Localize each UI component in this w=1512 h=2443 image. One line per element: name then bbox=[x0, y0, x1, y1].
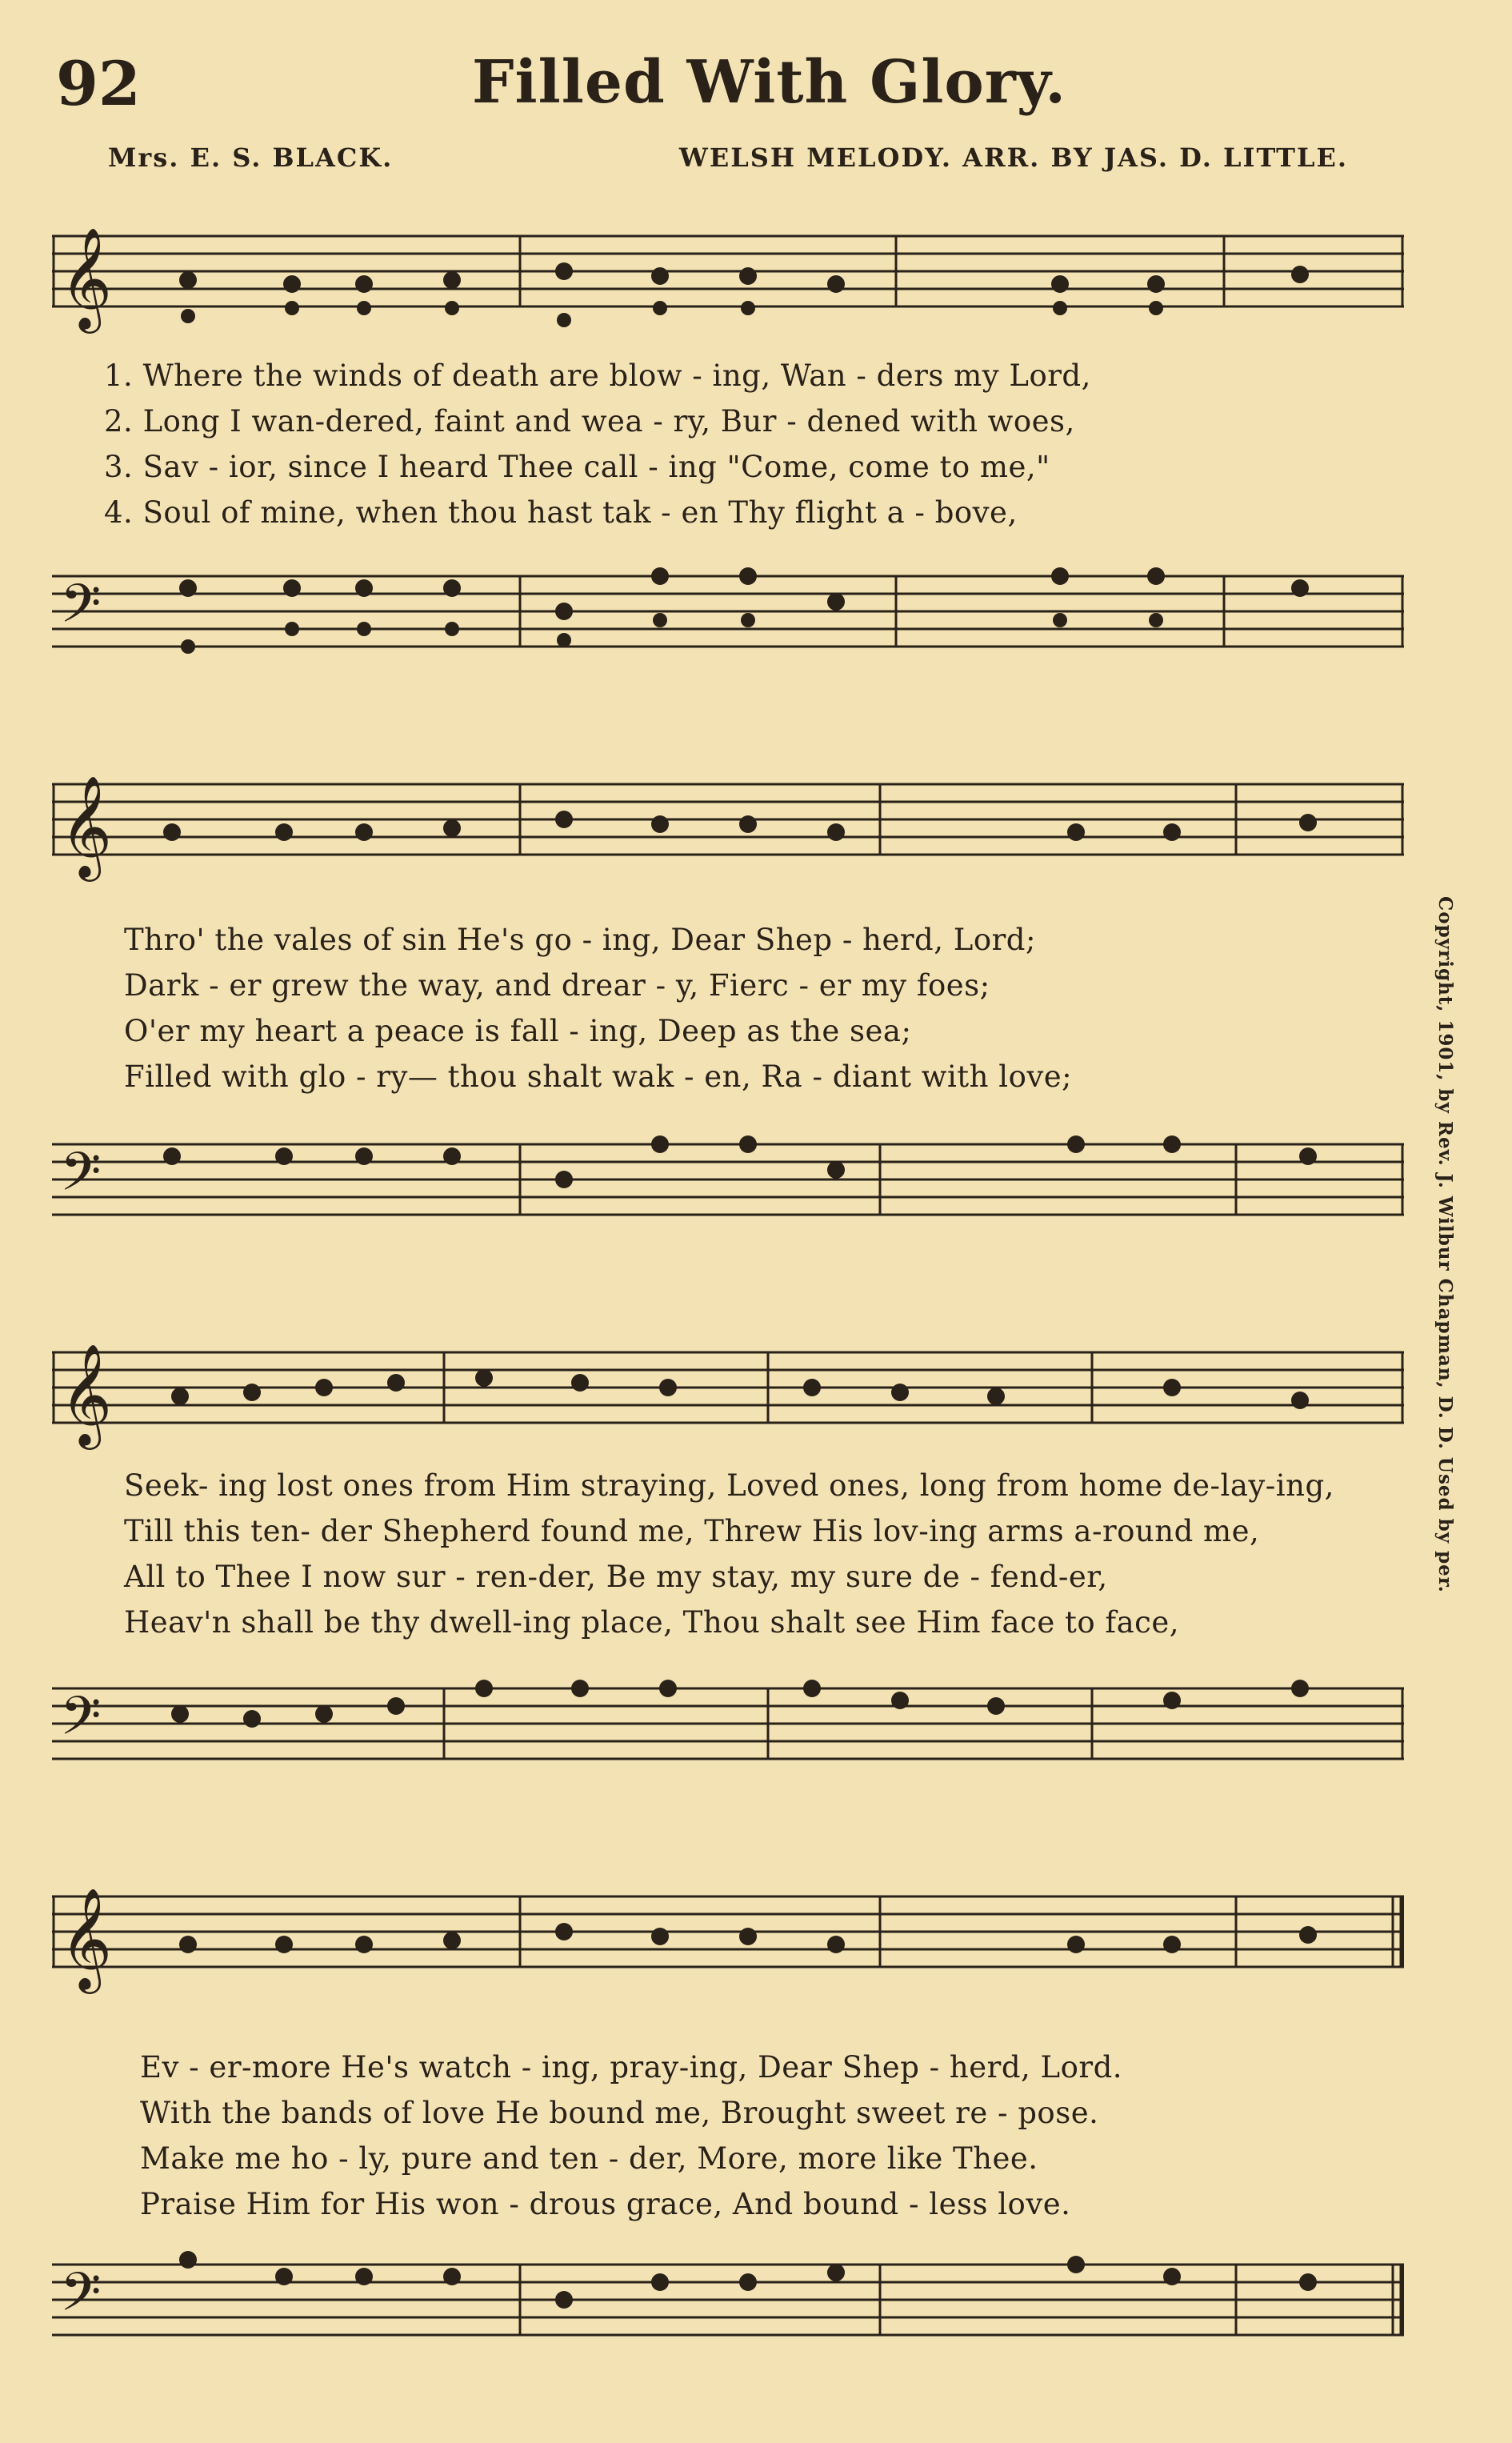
verse-line: O'er my heart a peace is fall - ing, Deep as the sea; bbox=[124, 1014, 912, 1048]
bass-staff-1-notation bbox=[52, 544, 1404, 704]
verse-line: Make me ho - ly, pure and ten - der, More, more like Thee. bbox=[140, 2141, 1038, 2176]
bass-staff-1 bbox=[52, 544, 1404, 704]
bass-staff-4-notation bbox=[52, 2233, 1404, 2393]
svg-text:𝄞: 𝄞 bbox=[60, 226, 113, 329]
bass-staff-3-notation bbox=[52, 1656, 1404, 1816]
verse-line: 4. Soul of mine, when thou hast tak - en Thy flight a - bove, bbox=[104, 495, 1018, 530]
verse-line: Ev - er-more He's watch - ing, pray-ing, Dear Shep - herd, Lord. bbox=[140, 2050, 1123, 2085]
verse-line: Dark - er grew the way, and drear - y, Fierc - er my foes; bbox=[124, 968, 990, 1003]
verse-line: Filled with glo - ry— thou shalt wak - en, Ra - diant with love; bbox=[124, 1059, 1073, 1094]
verse-line: 2. Long I wan-dered, faint and wea - ry, Bur - dened with woes, bbox=[104, 404, 1075, 439]
bass-staff-2 bbox=[52, 1112, 1404, 1272]
verse-line: 3. Sav - ior, since I heard Thee call - ing "Come, come to me," bbox=[104, 450, 1050, 484]
treble-staff-3 bbox=[52, 1320, 1404, 1464]
svg-text:𝄢: 𝄢 bbox=[60, 2261, 102, 2336]
treble-staff-1 bbox=[52, 204, 1404, 348]
hymn-title: Filled With Glory. bbox=[472, 48, 1067, 117]
verse-line: 1. Where the winds of death are blow - ing, Wan - ders my Lord, bbox=[104, 358, 1091, 393]
svg-text:𝄞: 𝄞 bbox=[60, 775, 113, 877]
bass-staff-4 bbox=[52, 2233, 1404, 2393]
svg-text:𝄞: 𝄞 bbox=[60, 1343, 113, 1445]
treble-staff-2 bbox=[52, 752, 1404, 896]
lyricist-credit: Mrs. E. S. BLACK. bbox=[108, 142, 394, 173]
bass-staff-3 bbox=[52, 1656, 1404, 1816]
page-number: 92 bbox=[56, 48, 141, 119]
composer-credit: WELSH MELODY. ARR. BY JAS. D. LITTLE. bbox=[678, 142, 1348, 173]
verse-line: Praise Him for His won - drous grace, And bound - less love. bbox=[140, 2187, 1071, 2221]
verse-line: Thro' the vales of sin He's go - ing, Dear Shep - herd, Lord; bbox=[124, 923, 1036, 957]
copyright-notice: Copyright, 1901, by Rev. J. Wilbur Chapman, D. D. Used by per. bbox=[1434, 896, 1456, 1593]
svg-text:𝄢: 𝄢 bbox=[60, 573, 102, 647]
svg-text:𝄢: 𝄢 bbox=[60, 1141, 102, 1215]
verse-line: Heav'n shall be thy dwell-ing place, Thou shalt see Him face to face, bbox=[124, 1605, 1180, 1640]
treble-staff-3-notation bbox=[52, 1320, 1404, 1464]
treble-staff-4-notation bbox=[52, 1864, 1404, 2008]
svg-text:𝄢: 𝄢 bbox=[60, 1685, 102, 1760]
svg-text:𝄞: 𝄞 bbox=[60, 1887, 113, 1989]
treble-staff-1-notation bbox=[52, 204, 1404, 348]
treble-staff-2-notation bbox=[52, 752, 1404, 896]
bass-staff-2-notation bbox=[52, 1112, 1404, 1272]
verse-line: Seek- ing lost ones from Him straying, Loved ones, long from home de-lay-ing, bbox=[124, 1468, 1334, 1503]
treble-staff-4 bbox=[52, 1864, 1404, 2008]
verse-line: With the bands of love He bound me, Brought sweet re - pose. bbox=[140, 2096, 1099, 2130]
verse-line: Till this ten- der Shepherd found me, Threw His lov-ing arms a-round me, bbox=[124, 1514, 1260, 1548]
verse-line: All to Thee I now sur - ren-der, Be my stay, my sure de - fend-er, bbox=[124, 1560, 1108, 1594]
